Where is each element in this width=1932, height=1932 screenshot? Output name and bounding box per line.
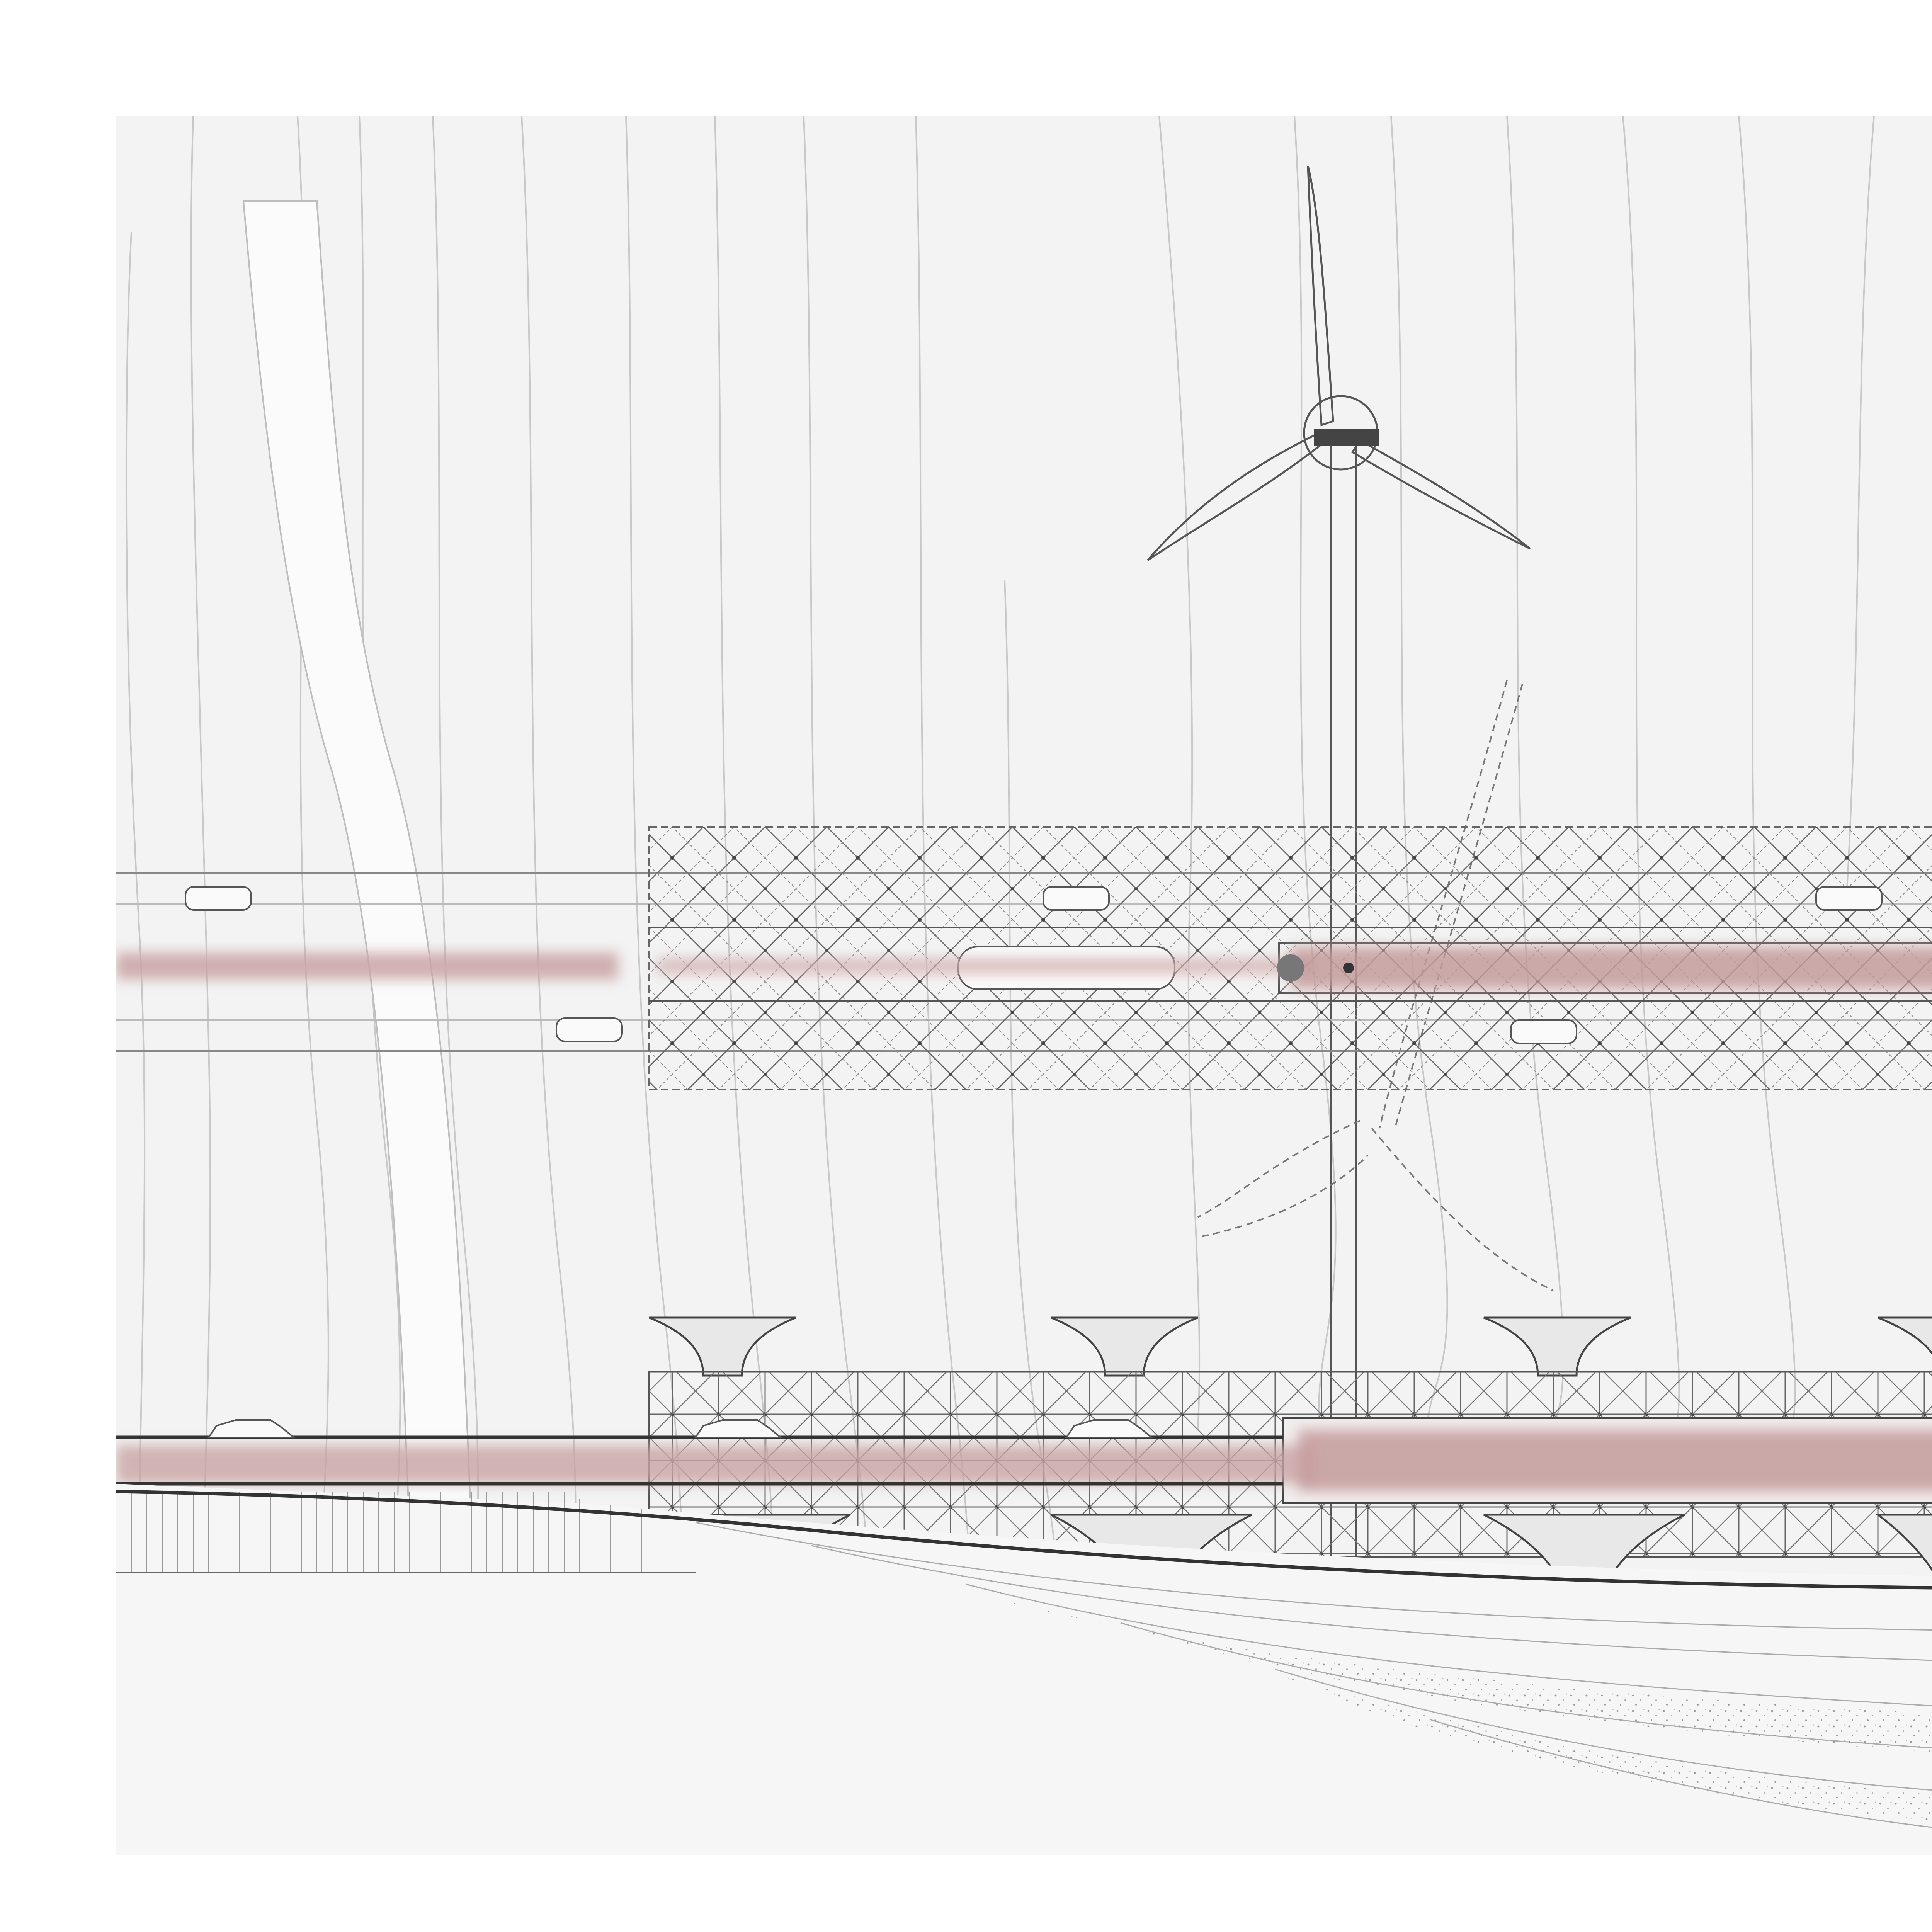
turbine-hubs — [649, 1318, 1932, 1376]
architectural-drawing — [116, 116, 1932, 1855]
drawing-svg — [116, 116, 1932, 1855]
